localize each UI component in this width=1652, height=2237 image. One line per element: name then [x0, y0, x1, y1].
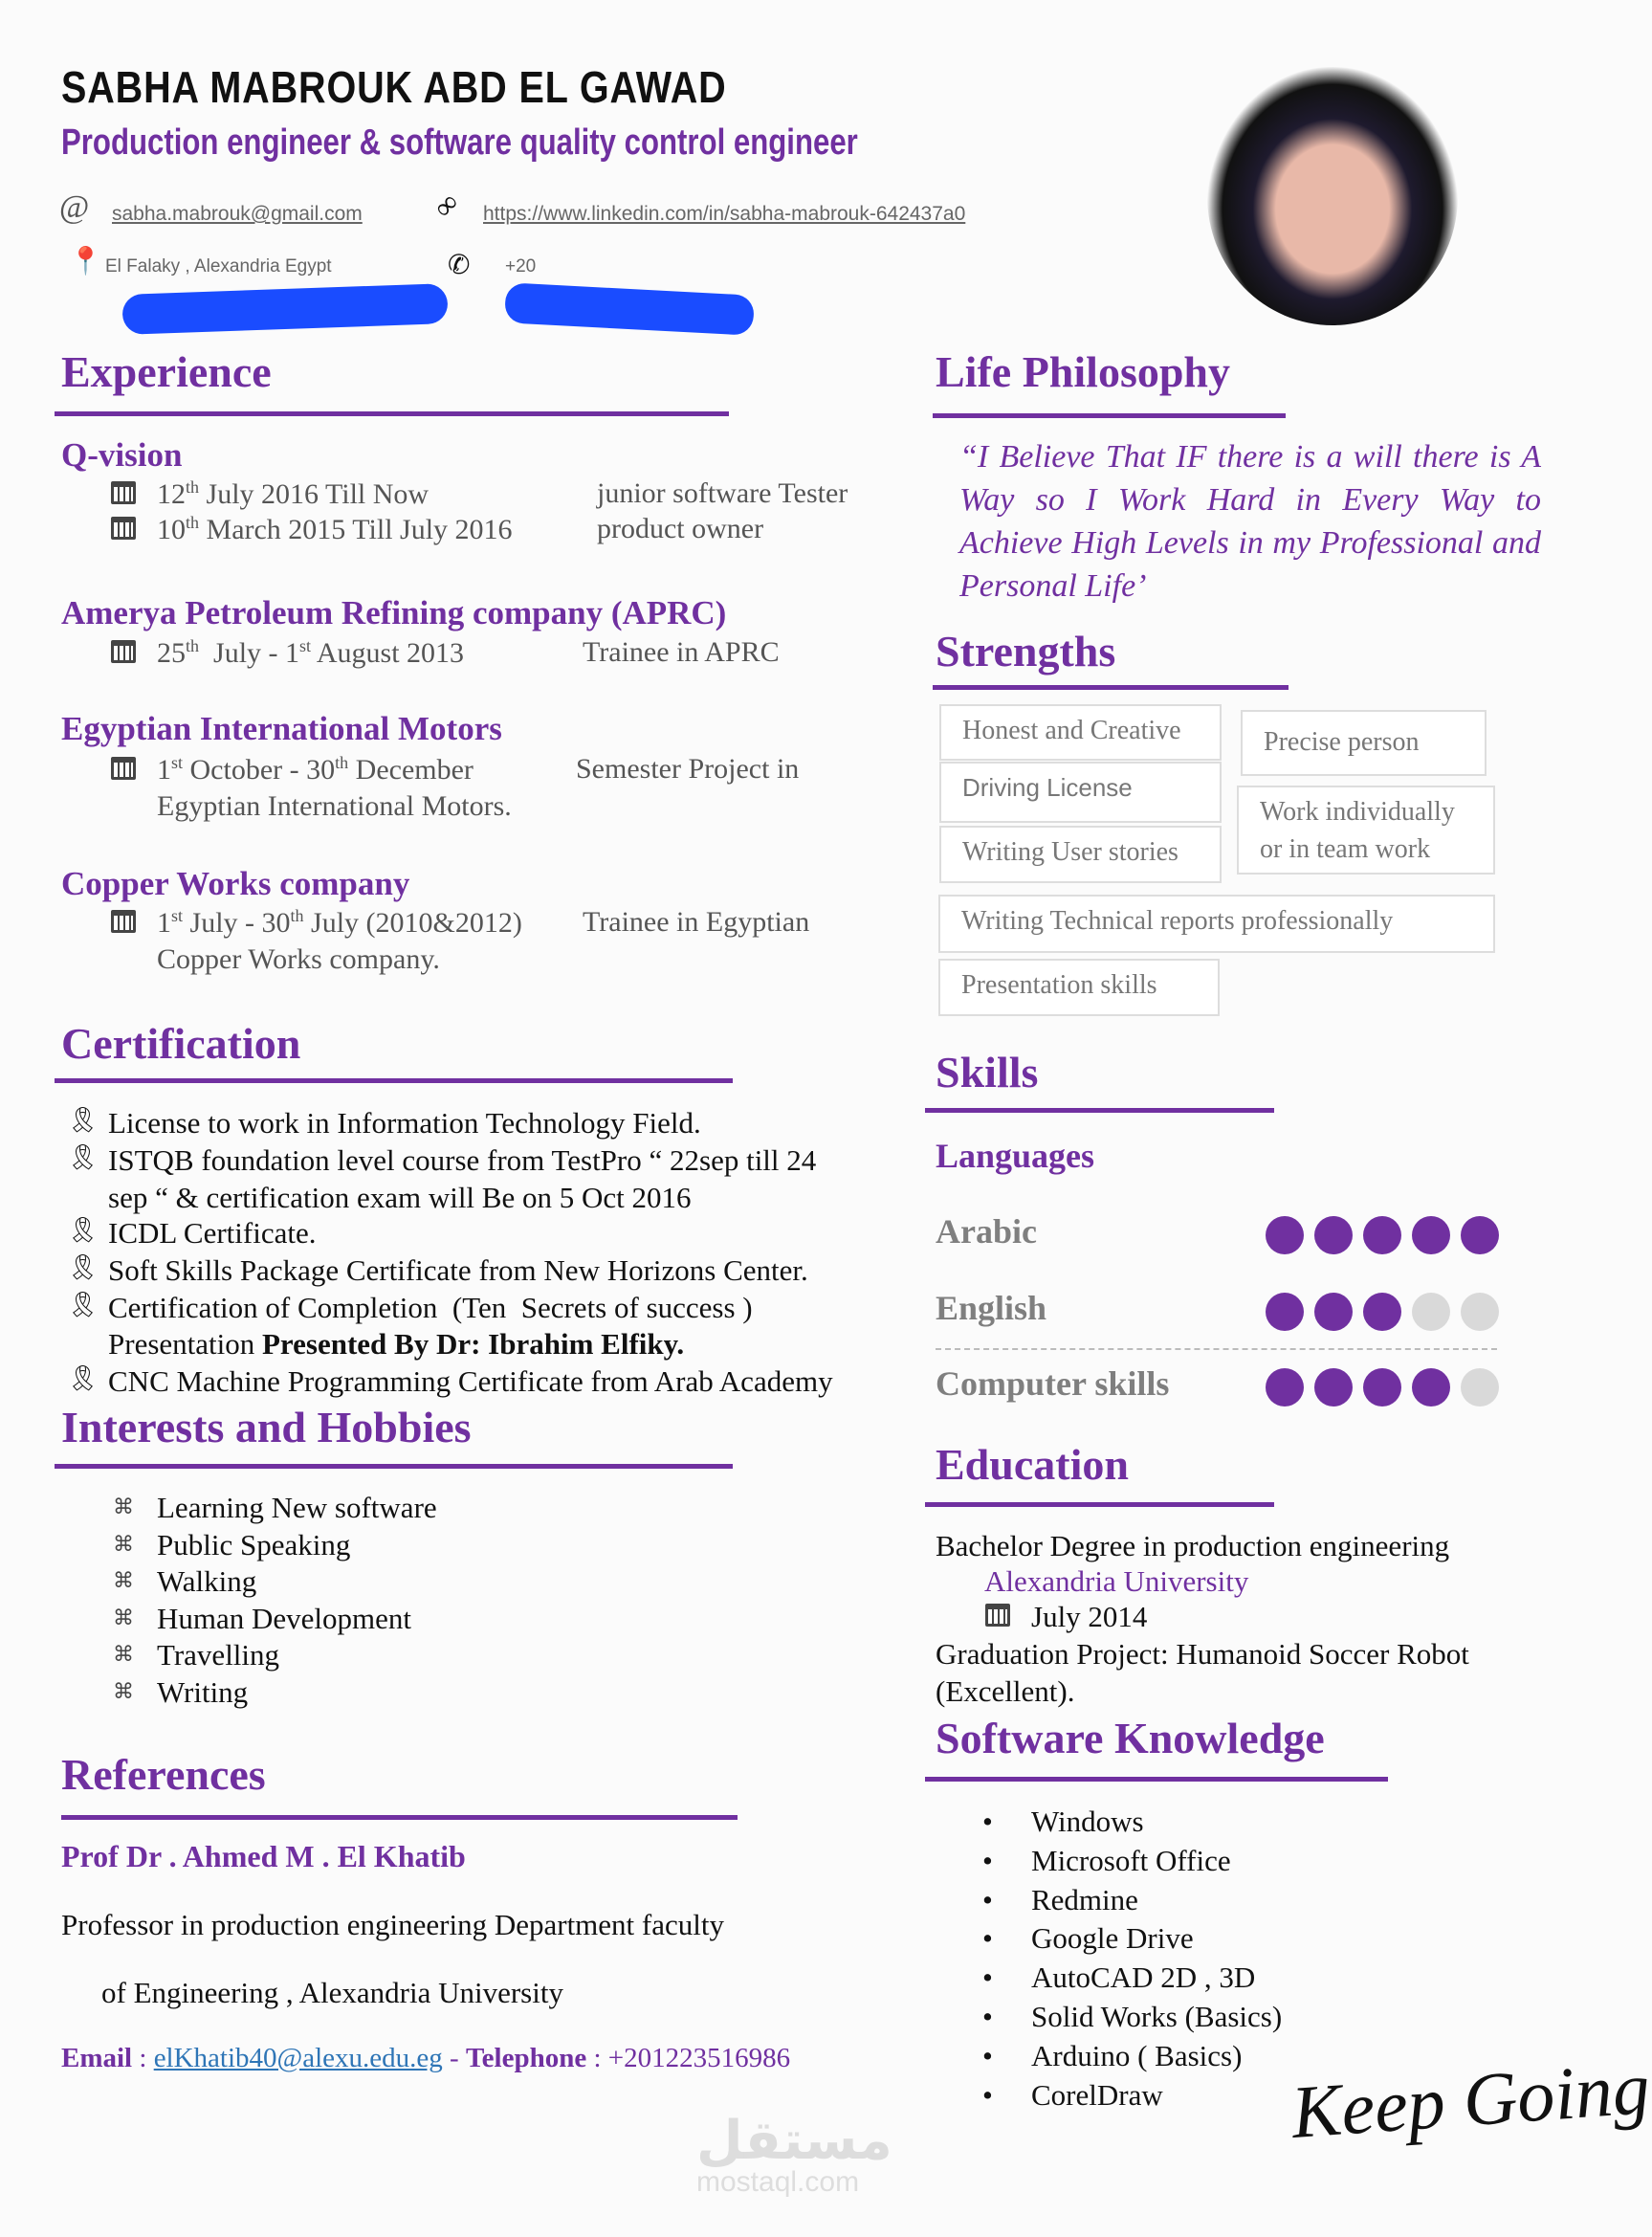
command-bullet-icon: ⌘ — [113, 1568, 134, 1592]
command-bullet-icon: ⌘ — [113, 1642, 134, 1666]
job-date: 12th July 2016 Till Now — [157, 477, 430, 510]
education-heading: Education — [936, 1440, 1129, 1489]
reference-contact: Email : elKhatib40@alexu.edu.eg - Telephone : +201223516986 — [61, 2043, 791, 2073]
signature: Keep Going — [1289, 2046, 1652, 2154]
calendar-icon — [111, 640, 136, 663]
philosophy-quote: “I Believe That IF there is a will there is A Way so I Work Hard in Every Way to Achieve High Levels in my Professional and Personal Life’ — [959, 439, 1541, 604]
skills-heading: Skills — [936, 1048, 1039, 1096]
rating-dot-filled — [1314, 1368, 1353, 1406]
software-item: Redmine — [1031, 1882, 1138, 1916]
cert-item: ISTQB foundation level course from TestPro “ 22sep till 24 — [108, 1143, 817, 1177]
divider — [925, 1502, 1274, 1507]
at-icon: @ — [59, 189, 90, 225]
bullet-icon: • — [982, 1921, 993, 1956]
software-item: Arduino ( Basics) — [1031, 2038, 1243, 2072]
calendar-icon — [111, 517, 136, 540]
interest-item: Writing — [157, 1674, 249, 1709]
location-pin-icon: 📍 — [69, 247, 102, 277]
reference-name: Prof Dr . Ahmed M . El Khatib — [61, 1839, 466, 1873]
certification-heading: Certification — [61, 1019, 301, 1068]
watermark-latin: mostaql.com — [696, 2166, 860, 2198]
company-name: Egyptian International Motors — [61, 710, 502, 747]
skill-name: Computer skills — [936, 1364, 1170, 1403]
cert-item: License to work in Information Technology Field. — [108, 1106, 701, 1140]
interest-item: Travelling — [157, 1638, 280, 1672]
rating-dot-filled — [1266, 1216, 1304, 1254]
experience-heading: Experience — [61, 347, 272, 396]
link-icon: ∞ — [426, 185, 466, 225]
company-name: Amerya Petroleum Refining company (APRC) — [61, 594, 727, 631]
software-item: AutoCAD 2D , 3D — [1031, 1960, 1256, 1995]
award-icon: 🎗 — [67, 1143, 99, 1171]
cert-item: ICDL Certificate. — [108, 1216, 317, 1250]
bullet-icon: • — [982, 1882, 993, 1916]
rating-dot-filled — [1363, 1293, 1401, 1331]
cert-item: CNC Machine Programming Certificate from Arab Academy — [108, 1364, 833, 1398]
rating-dot-filled — [1266, 1293, 1304, 1331]
candidate-name: SABHA MABROUK ABD EL GAWAD — [61, 62, 727, 112]
job-role: Semester Project in — [576, 753, 800, 785]
languages-label: Languages — [936, 1137, 1095, 1175]
strength-tag: Honest and Creative — [939, 704, 1222, 761]
rating-dot-filled — [1412, 1216, 1450, 1254]
job-date: 25th July - 1st August 2013 — [157, 636, 465, 669]
command-bullet-icon: ⌘ — [113, 1605, 134, 1629]
rating-dot-filled — [1314, 1293, 1353, 1331]
dashed-divider — [936, 1348, 1497, 1350]
award-icon: 🎗 — [67, 1216, 99, 1244]
divider — [925, 1777, 1388, 1782]
job-title: Production engineer & software quality control engineer — [61, 122, 858, 163]
software-heading: Software Knowledge — [936, 1714, 1325, 1762]
reference-email-link[interactable]: elKhatib40@alexu.edu.eg — [153, 2043, 443, 2073]
bullet-icon: • — [982, 2038, 993, 2072]
profile-photo — [1207, 67, 1458, 325]
job-role-continued: Copper Works company. — [157, 943, 440, 975]
degree: Bachelor Degree in production engineering — [936, 1529, 1450, 1562]
calendar-icon — [111, 910, 136, 933]
command-bullet-icon: ⌘ — [113, 1531, 134, 1556]
strength-tag: Writing User stories — [939, 826, 1222, 883]
interest-item: Public Speaking — [157, 1527, 351, 1561]
rating-dot-filled — [1363, 1368, 1401, 1406]
command-bullet-icon: ⌘ — [113, 1678, 134, 1703]
philosophy-heading: Life Philosophy — [936, 347, 1231, 396]
graduation-project: Graduation Project: Humanoid Soccer Robot — [936, 1637, 1469, 1671]
cert-item-continued: Presentation Presented By Dr: Ibrahim Elfiky. — [108, 1327, 685, 1361]
rating-dot-filled — [1412, 1368, 1450, 1406]
strength-tag: Precise person — [1241, 710, 1487, 776]
cert-item: Certification of Completion (Ten Secrets of success ) — [108, 1291, 753, 1324]
interest-item: Walking — [157, 1564, 257, 1598]
command-bullet-icon: ⌘ — [113, 1495, 134, 1518]
calendar-icon — [985, 1604, 1010, 1627]
divider — [933, 413, 1286, 418]
linkedin-link[interactable]: https://www.linkedin.com/in/sabha-mabrouk-642437a0 — [483, 203, 966, 225]
rating-dot-filled — [1461, 1216, 1499, 1254]
interest-item: Learning New software — [157, 1491, 437, 1524]
skill-name: English — [936, 1289, 1047, 1327]
calendar-icon — [111, 757, 136, 780]
award-icon: 🎗 — [67, 1253, 99, 1281]
bullet-icon: • — [982, 1960, 993, 1995]
bullet-icon: • — [982, 2077, 993, 2112]
interest-item: Human Development — [157, 1601, 412, 1635]
redaction-mark — [121, 283, 448, 335]
calendar-icon — [111, 481, 136, 504]
job-date: 1st July - 30th July (2010&2012) — [157, 906, 522, 939]
bullet-icon: • — [982, 2000, 993, 2033]
job-date: 10th March 2015 Till July 2016 — [157, 513, 513, 545]
reference-position: Professor in production engineering Department faculty — [61, 1908, 724, 1941]
divider — [55, 1078, 733, 1083]
bullet-icon: • — [982, 1805, 993, 1838]
software-item: Windows — [1031, 1805, 1144, 1838]
bullet-icon: • — [982, 1843, 993, 1877]
software-item: Solid Works (Basics) — [1031, 2000, 1283, 2033]
reference-position-continued: of Engineering , Alexandria University — [101, 1976, 563, 2009]
strength-tag: Driving License — [939, 762, 1222, 823]
rating-dot-empty — [1461, 1293, 1499, 1331]
software-item: CorelDraw — [1031, 2077, 1163, 2112]
watermark-arabic: مستقل — [696, 2110, 892, 2172]
phone-icon: ✆ — [448, 251, 471, 280]
strengths-heading: Strengths — [936, 627, 1116, 676]
company-name: Q-vision — [61, 436, 183, 474]
rating-dot-filled — [1266, 1368, 1304, 1406]
award-icon: 🎗 — [67, 1106, 99, 1134]
job-role-continued: Egyptian International Motors. — [157, 790, 512, 822]
cert-item-continued: sep “ & certification exam will Be on 5 Oct 2016 — [108, 1181, 692, 1214]
job-role: Trainee in Egyptian — [583, 906, 810, 938]
award-icon: 🎗 — [67, 1291, 99, 1318]
graduation-date: July 2014 — [1031, 1600, 1148, 1633]
interests-heading: Interests and Hobbies — [61, 1403, 472, 1451]
skill-name: Arabic — [936, 1212, 1037, 1251]
redaction-mark — [504, 282, 755, 336]
divider — [61, 1815, 738, 1820]
strength-tag: Writing Technical reports professionally — [938, 895, 1495, 953]
cert-item: Soft Skills Package Certificate from New Horizons Center. — [108, 1253, 808, 1287]
references-heading: References — [61, 1750, 266, 1799]
rating-dot-empty — [1412, 1293, 1450, 1331]
phone-text: +20 — [505, 256, 537, 277]
job-role: Trainee in APRC — [583, 636, 780, 668]
email-link[interactable]: sabha.mabrouk@gmail.com — [112, 203, 363, 225]
university: Alexandria University — [984, 1564, 1249, 1598]
divider — [55, 1464, 733, 1469]
award-icon: 🎗 — [67, 1364, 99, 1392]
divider — [55, 411, 729, 416]
rating-dot-empty — [1461, 1368, 1499, 1406]
job-role: product owner — [597, 513, 764, 544]
divider — [925, 1108, 1274, 1113]
software-item: Google Drive — [1031, 1921, 1194, 1956]
graduation-grade: (Excellent). — [936, 1674, 1075, 1708]
location-text: El Falaky , Alexandria Egypt — [105, 256, 332, 277]
job-role: junior software Tester — [597, 477, 848, 509]
company-name: Copper Works company — [61, 865, 410, 902]
strength-tag: Presentation skills — [938, 959, 1220, 1016]
strength-tag: Work individually or in team work — [1237, 786, 1495, 875]
rating-dot-filled — [1363, 1216, 1401, 1254]
software-item: Microsoft Office — [1031, 1843, 1231, 1877]
rating-dot-filled — [1314, 1216, 1353, 1254]
job-date: 1st October - 30th December — [157, 753, 474, 786]
divider — [933, 685, 1289, 690]
